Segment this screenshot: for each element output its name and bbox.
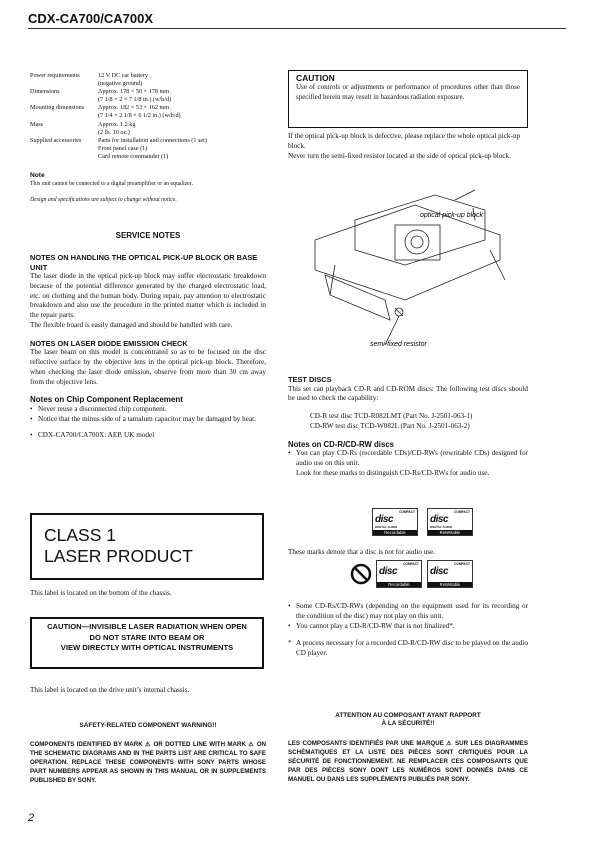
logo-disc-text: disc [375, 514, 394, 525]
header-rule [28, 28, 566, 29]
bullet-mark: • [288, 449, 291, 458]
base-outline [315, 205, 500, 300]
spec-value: Approx. 182 × 53 × 162 mm (7 1/4 × 2 1/8 × 6 1/2 in.) (w/h/d) [98, 104, 181, 120]
safety-fr-title1: ATTENTION AU COMPOSANT AYANT RAPPORT [335, 712, 481, 719]
class1-line2: LASER PRODUCT [44, 546, 193, 566]
class1-caption: This label is located on the bottom of the chassis. [30, 589, 172, 597]
page-number: 2 [28, 812, 35, 824]
list-item [288, 622, 528, 632]
bullet-mark: • [30, 430, 33, 439]
list-item-text: You can play CD-Rs (recordable CDs)/CD-RWs (rewritable CDs) designed for audio use on this unit. [296, 449, 528, 467]
list-item [288, 449, 528, 469]
logo-digital-audio-text: DIGITAL AUDIO [375, 525, 398, 529]
model-line [30, 431, 266, 441]
lens-inner [411, 236, 423, 248]
bullet-mark: • [30, 414, 33, 423]
specifications-table [30, 72, 270, 161]
footnote [288, 639, 528, 659]
cdr-notes-more [288, 602, 528, 659]
spec-row [30, 88, 270, 104]
list-item [288, 602, 528, 622]
list-item-text: Some CD-Rs/CD-RWs (depending on the equipment used for its recording or the condition of the disc) may not play on this unit. [296, 602, 528, 620]
bullet-mark: • [288, 602, 291, 610]
test-discs-intro: This set can playback CD-R and CD-ROM discs: The following test discs should be used to check the capability: [288, 384, 528, 403]
emission-check-body: The laser beam on this model is concentrated so as to be focused on the disc reflective surface by the objective lens in the optical pick-up block. Therefore, when checking the laser diode emission, observe from more than 30 cm away from the objective lens. [30, 348, 266, 386]
cd-recordable-logo [376, 560, 422, 588]
class1-laser-label [30, 513, 264, 580]
service-notes-section [30, 253, 266, 440]
safety-warning-fr [288, 712, 528, 784]
logo-recordable-text: Recordable [377, 582, 421, 587]
logo-compact-text: COMPACT [403, 562, 419, 566]
page-header-model: CDX-CA700/CA700X [28, 11, 153, 26]
spec-row [30, 121, 270, 137]
logo-compact-text: COMPACT [399, 510, 415, 514]
bullet-mark: • [288, 621, 291, 630]
spec-value: Approx. 1.2 kg (2 lb. 10 oz.) [98, 120, 136, 136]
bullet-mark: • [30, 404, 33, 413]
warning-label-caption: This label is located on the drive unit’s internal chassis. [30, 686, 190, 694]
spec-key: Mounting dimensions [30, 104, 85, 112]
emission-check-heading: NOTES ON LASER DIODE EMISSION CHECK [30, 338, 188, 348]
spec-key: Supplied accessories [30, 136, 82, 144]
list-item-text: You cannot play a CD-R/CD-RW that is not finalized*. [296, 621, 455, 630]
cdr-notes-heading: Notes on CD-R/CD-RW discs [288, 439, 394, 449]
logo-recordable-text: Recordable [373, 530, 417, 535]
handling-body: The laser diode in the optical pick-up block may suffer electrostatic breakdown because of the potential difference generated by the charged electrostatic load, etc. on clothing and the human body. During repair, pay attention to electrostatic breakdown and also use the procedure in the printed matter which is included in the repair parts. [30, 272, 266, 320]
not-audio-text: These marks denote that a disc is not for audio use. [288, 548, 436, 556]
list-item-text: Never reuse a disconnected chip component. [38, 404, 167, 413]
logo-compact-text: COMPACT [454, 562, 470, 566]
spec-value: Parts for installation and connections (1 set) Front panel case (1) Card remote commander (1) [98, 136, 207, 160]
cd-rewritable-logo [427, 508, 473, 536]
logo-compact-text: COMPACT [454, 510, 470, 514]
test-disc-cdr: CD-R test disc TCD-R082LMT (Part No. J-2501-063-1) [310, 412, 473, 421]
safety-en-title: SAFETY-RELATED COMPONENT WARNING!! [79, 722, 217, 729]
prohibited-icon [350, 563, 372, 585]
logo-disc-text: disc [430, 566, 449, 577]
class1-line1: CLASS 1 [44, 525, 116, 545]
handling-heading: NOTES ON HANDLING THE OPTICAL PICK-UP BLOCK OR BASE UNIT [30, 253, 258, 272]
list-item [30, 415, 266, 425]
label-optical-pickup-block: optical pick-up block [420, 212, 484, 219]
service-notes-title: SERVICE NOTES [115, 231, 181, 240]
cd-recordable-logo [372, 508, 418, 536]
safety-fr-title2: À LA SÉCURITÉ!! [381, 720, 435, 728]
audio-disc-logos [372, 508, 478, 541]
spec-value: 12 V DC car battery (negative ground) [98, 72, 148, 88]
caution-box [288, 70, 528, 128]
test-discs-section [288, 375, 528, 479]
note-heading: Note [30, 172, 45, 179]
logo-rewritable-text: ReWritable [428, 530, 472, 535]
footnote-text: A process necessary for a recorded CD-R/CD-RW disc to be played on the audio CD player. [296, 639, 528, 658]
invisible-radiation-label [30, 617, 264, 669]
warning-line1: CAUTION—INVISIBLE LASER RADIATION WHEN OPEN [47, 622, 247, 631]
caution-heading: CAUTION [296, 73, 335, 83]
objective-lens [405, 230, 429, 254]
warning-line3: VIEW DIRECTLY WITH OPTICAL INSTRUMENTS [60, 643, 234, 652]
footnote-mark: * [288, 639, 292, 648]
test-disc-cdrw: CD-RW test disc TCD-W082L (Part No. J-2501-063-2) [310, 421, 470, 430]
spec-key: Dimensions [30, 88, 60, 96]
model-line-text: CDX-CA700/CA700X: AEP, UK model [38, 430, 155, 439]
flex-board [325, 275, 390, 320]
non-audio-disc-logos [350, 560, 478, 588]
flexible-board-note: The flexible board is easily damaged and should be handled with care. [30, 320, 233, 329]
cd-rewritable-logo [427, 560, 473, 588]
warning-line2: DO NOT STARE INTO BEAM OR [89, 632, 205, 642]
logo-digital-audio-text: DIGITAL AUDIO [430, 525, 453, 529]
spec-value: Approx. 178 × 50 × 178 mm (7 1/8 × 2 × 7 1/8 in.) (w/h/d) [98, 88, 172, 104]
spec-row [30, 137, 270, 161]
spec-row [30, 104, 270, 120]
list-item-text: Notice that the minus side of a tantalum capacitor may be damaged by heat. [38, 414, 256, 423]
spec-key: Mass [30, 120, 44, 128]
optical-pickup-diagram [295, 180, 535, 360]
look-for-marks-text: Look for these marks to distinguish CD-Rs/CD-RWs for audio use. [296, 468, 490, 477]
logo-disc-text: disc [430, 514, 449, 525]
safety-fr-body: LES COMPOSANTS IDENTIFIÉS PAR UNE MARQUE ⚠ SUR LES DIAGRAMMES SCHÉMATIQUES ET LA LISTE DES PIÈCES SONT CRITIQUES POUR LA SÉCURITÉ DE FONCTIONNEMENT. NE REMPLACER CES COMPOSANTS QUE PAR DES PIÈCES SONY DONT LES NUMÉROS SONT DONNÉS DANS CE MANUEL OU DANS LES SUPPLÉMENTS PUBLIÉS PAR SONY. [288, 739, 528, 783]
list-item [30, 405, 266, 415]
spec-row [30, 72, 270, 88]
caution-text: Use of controls or adjustments or performance of procedures other than those specified herein may result in hazardous radiation exposure. [296, 83, 520, 101]
test-discs-heading: TEST DISCS [288, 375, 332, 384]
logo-rewritable-text: ReWritable [428, 582, 472, 587]
note-text: This unit cannot be connected to a digital preamplifier or an equalizer. [30, 181, 193, 187]
pickup-warning-text: If the optical pick-up block is defective, please replace the whole optical pick-up block. Never turn the semi-fixed resistor located at the side of optical pick-up block. [288, 132, 521, 160]
label-semi-fixed-resistor: semi-fixed resistor [370, 341, 427, 348]
spec-key: Power requirements [30, 72, 80, 79]
safety-warning-en [30, 722, 266, 785]
design-notice: Design and specifications are subject to change without notice. [30, 197, 177, 203]
safety-en-body: COMPONENTS IDENTIFIED BY MARK ⚠ OR DOTTED LINE WITH MARK ⚠ ON THE SCHEMATIC DIAGRAMS AND IN THE PARTS LIST ARE CRITICAL TO SAFE OPERATION. REPLACE THESE COMPONENTS WITH SONY PARTS WHOSE PART NUMBERS APPEAR AS SHOWN IN THIS MANUAL OR IN SUPPLEMENTS PUBLISHED BY SONY. [30, 741, 266, 785]
logo-disc-text: disc [379, 566, 398, 577]
chip-replacement-heading: Notes on Chip Component Replacement [30, 395, 183, 405]
